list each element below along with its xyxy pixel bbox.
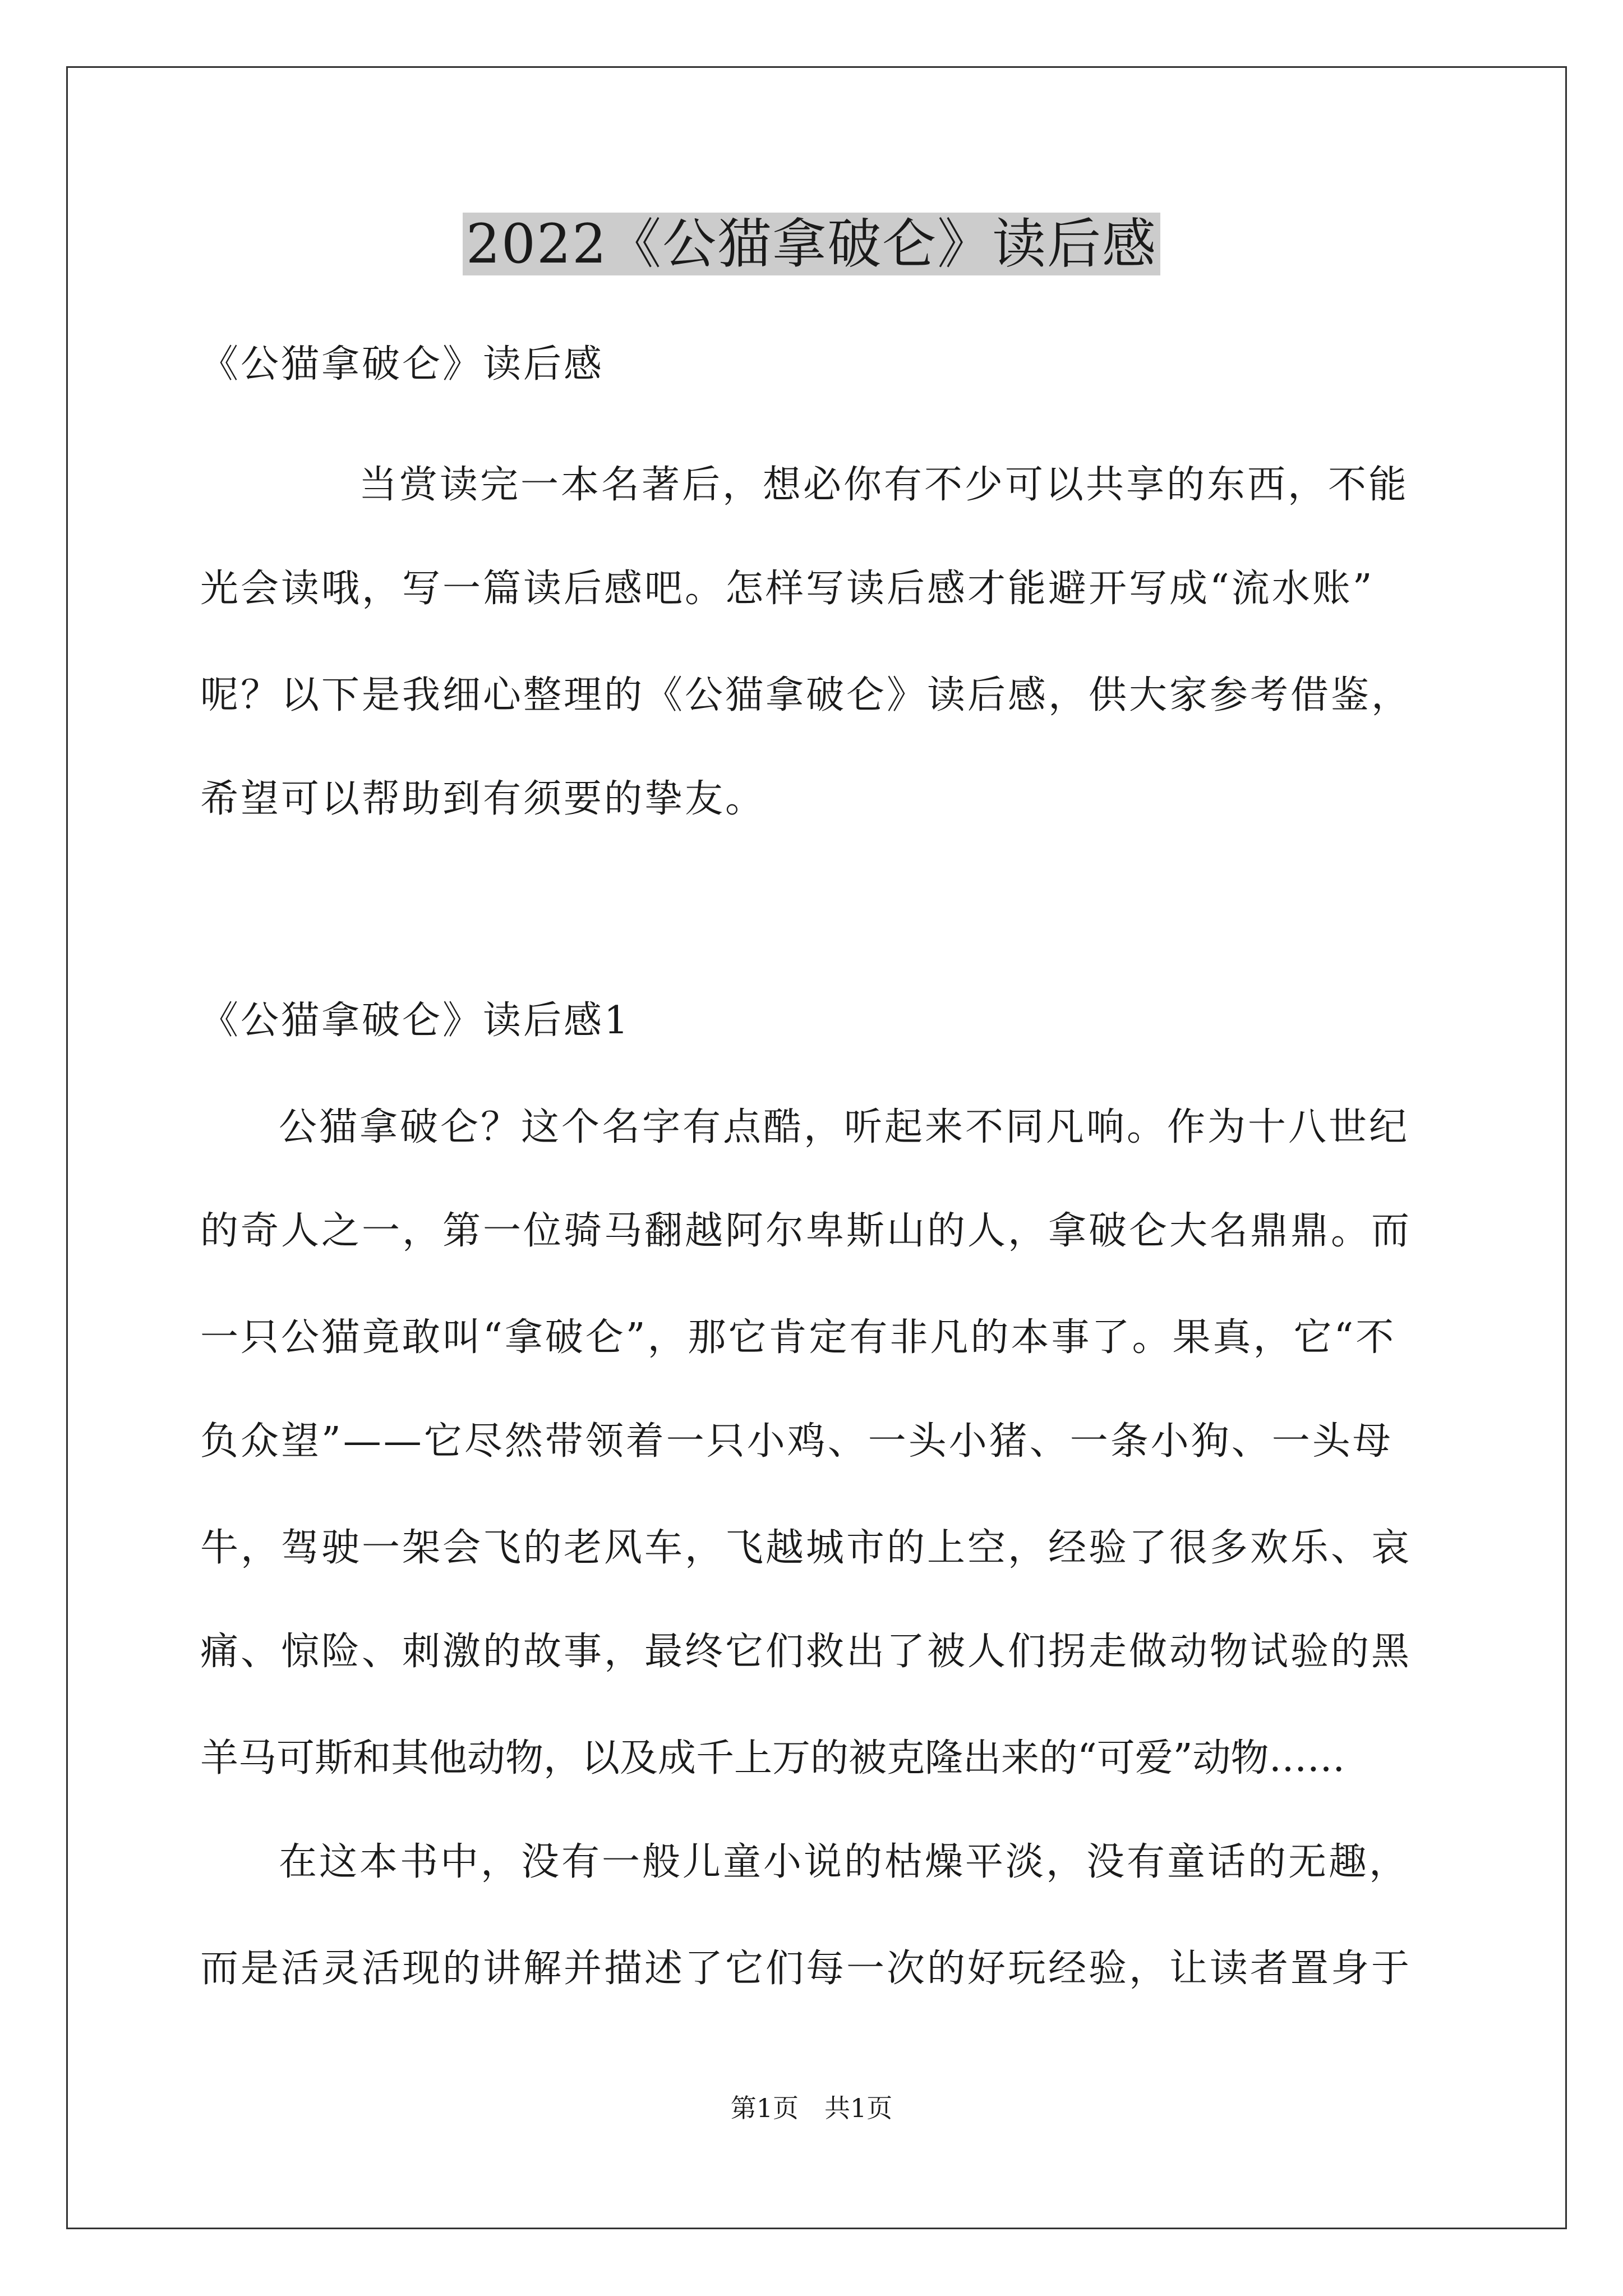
- body-paragraph-line: 一只公猫竟敢叫“拿破仑”，那它肯定有非凡的本事了。果真，它“不: [200, 1315, 1396, 1360]
- document-title: 2022《公猫拿破仑》读后感: [0, 208, 1623, 280]
- body-paragraph-line: 负众望”——它尽然带领着一只小鸡、一头小猪、一条小狗、一头母: [200, 1419, 1393, 1464]
- intro-paragraph-line: 希望可以帮助到有须要的挚友。: [200, 777, 766, 821]
- intro-paragraph-line: 当赏读完一本名著后，想必你有不少可以共享的东西，不能: [359, 463, 1409, 507]
- intro-paragraph-line: 呢？以下是我细心整理的《公猫拿破仑》读后感，供大家参考借鉴，: [200, 673, 1412, 717]
- body-paragraph-line: 痛、惊险、刺激的故事，最终它们救出了被人们拐走做动物试验的黑: [200, 1630, 1412, 1674]
- section-heading: 《公猫拿破仑》读后感1: [200, 999, 631, 1043]
- body-paragraph-line: 而是活灵活现的讲解并描述了它们每一次的好玩经验，让读者置身于: [200, 1947, 1412, 1991]
- page-footer: 第1页 共1页: [730, 2093, 893, 2123]
- body-paragraph-line: 羊马可斯和其他动物，以及成千上万的被克隆出来的“可爱”动物……: [200, 1736, 1345, 1780]
- body-paragraph-line: 在这本书中，没有一般儿童小说的枯燥平淡，没有童话的无趣，: [279, 1840, 1410, 1884]
- body-paragraph-line: 牛，驾驶一架会飞的老风车，飞越城市的上空，经验了很多欢乐、哀: [200, 1526, 1412, 1570]
- body-paragraph-line: 公猫拿破仑？这个名字有点酷，听起来不同凡响。作为十八世纪: [279, 1105, 1410, 1149]
- subheading: 《公猫拿破仑》读后感: [200, 342, 605, 386]
- body-paragraph-line: 的奇人之一，第一位骑马翻越阿尔卑斯山的人，拿破仑大名鼎鼎。而: [200, 1209, 1412, 1253]
- intro-paragraph-line: 光会读哦，写一篇读后感吧。怎样写读后感才能避开写成“流水账”: [200, 567, 1375, 611]
